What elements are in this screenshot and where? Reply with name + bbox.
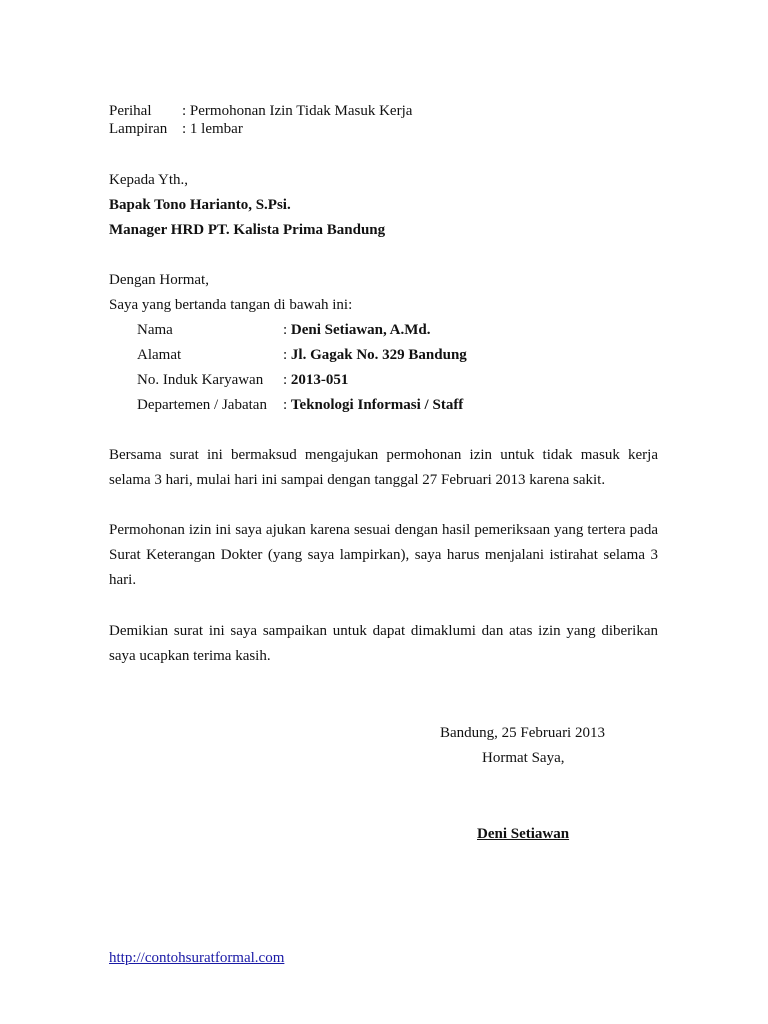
place-date: Bandung, 25 Februari 2013 — [440, 725, 605, 741]
body-paragraph-1: Bersama surat ini bermaksud mengajukan permohonan izin untuk tidak masuk kerja selama 3 hari, mulai hari ini sampai dengan tanggal 27 Februari 2013 karena sakit. — [109, 447, 658, 488]
body-paragraph-2: Permohonan izin ini saya ajukan karena sesuai dengan hasil pemeriksaan yang tertera pada Surat Keterangan Dokter (yang saya lampirkan), saya harus menjalani istirahat selama 3 hari. — [109, 522, 658, 588]
footer-link[interactable]: http://contohsuratformal.com — [109, 950, 285, 966]
field-separator: : — [283, 397, 291, 413]
perihal-row — [109, 102, 412, 120]
field-value: Teknologi Informasi / Staff — [290, 397, 464, 413]
field-row-nama — [137, 321, 431, 339]
lampiran-row — [109, 120, 243, 138]
recipient-position: Manager HRD PT. Kalista Prima Bandung — [109, 222, 386, 238]
perihal-label: Perihal — [109, 103, 152, 119]
field-separator: : — [283, 322, 291, 338]
lampiran-label: Lampiran — [109, 121, 168, 137]
field-row-nik — [137, 371, 348, 389]
field-row-departemen — [137, 396, 463, 414]
field-value: Jl. Gagak No. 329 Bandung — [290, 347, 467, 363]
field-label: No. Induk Karyawan — [137, 372, 264, 388]
recipient-salutation: Kepada Yth., — [109, 172, 188, 188]
field-separator: : — [283, 347, 291, 363]
lampiran-value: : 1 lembar — [182, 121, 243, 137]
field-value: Deni Setiawan, A.Md. — [290, 322, 431, 338]
field-row-alamat — [137, 346, 467, 364]
field-label: Nama — [137, 322, 173, 338]
field-label: Alamat — [137, 347, 182, 363]
field-label: Departemen / Jabatan — [137, 397, 267, 413]
field-separator: : — [283, 372, 291, 388]
greeting: Dengan Hormat, — [109, 272, 209, 288]
body-paragraph-3: Demikian surat ini saya sampaikan untuk dapat dimaklumi dan atas izin yang diberikan saya ucapkan terima kasih. — [109, 623, 658, 664]
field-value: 2013-051 — [290, 372, 349, 388]
intro-text: Saya yang bertanda tangan di bawah ini: — [109, 297, 353, 313]
perihal-value: : Permohonan Izin Tidak Masuk Kerja — [182, 103, 413, 119]
recipient-name: Bapak Tono Harianto, S.Psi. — [109, 197, 291, 213]
closing-regards: Hormat Saya, — [482, 750, 565, 766]
signer-name: Deni Setiawan — [477, 826, 570, 842]
